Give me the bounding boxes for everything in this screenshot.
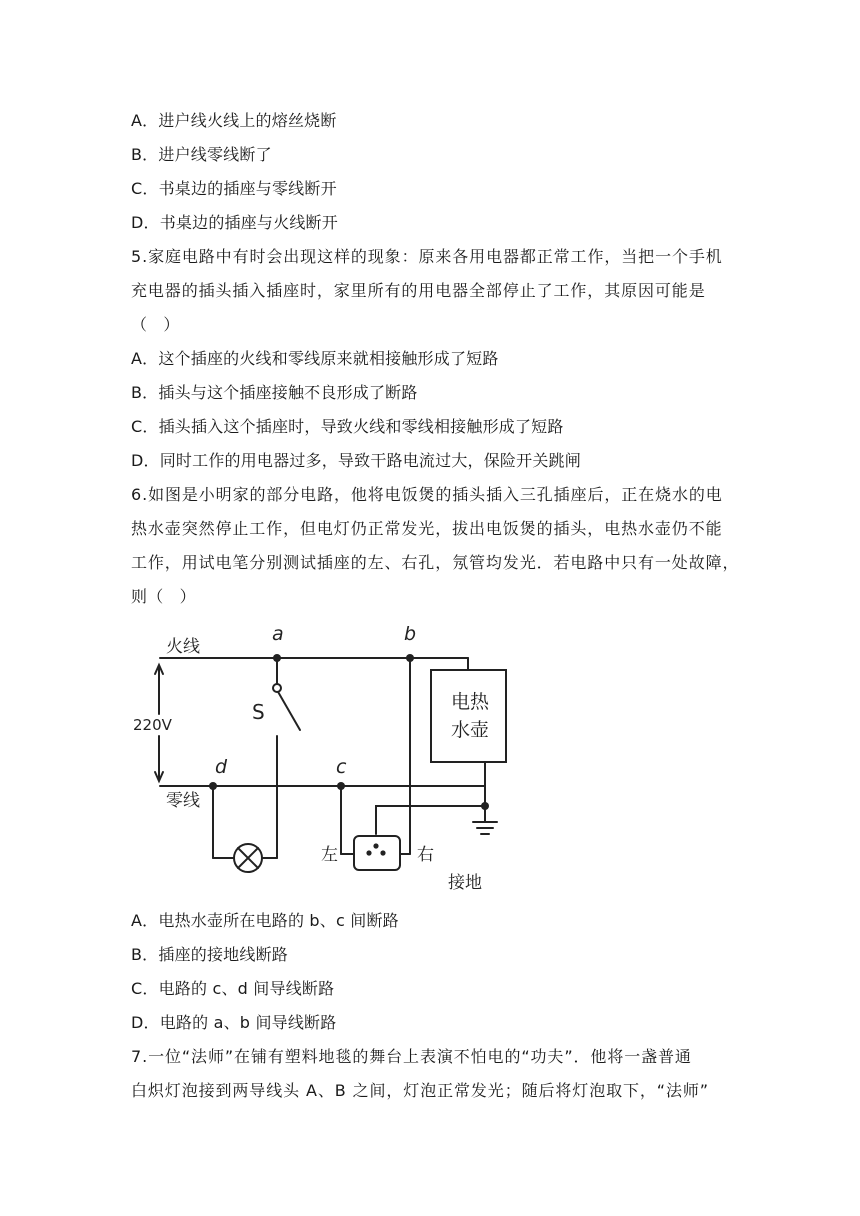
q6-stem-line-1: 6.如图是小明家的部分电路，他将电饭煲的插头插入三孔插座后，正在烧水的电 (131, 485, 723, 504)
node-c-dot (337, 782, 345, 790)
q6-stem-line-2: 热水壶突然停止工作，但电灯仍正常发光，拔出电饭煲的插头，电热水壶仍不能 (131, 519, 723, 538)
q7-stem-line-1: 7.一位“法师”在铺有塑料地毯的舞台上表演不怕电的“功夫”．他将一盏普通 (131, 1047, 692, 1066)
q6-option-b: B．插座的接地线断路 (131, 945, 288, 964)
node-b-label: b (404, 623, 417, 645)
q4-option-d: D．书桌边的插座与火线断开 (131, 213, 338, 232)
q6-stem-line-3: 工作，用试电笔分别测试插座的左、右孔，氖管均发光．若电路中只有一处故障， (131, 553, 740, 572)
voltage-label: 220V (133, 716, 172, 734)
q5-stem-line-2: 充电器的插头插入插座时，家里所有的用电器全部停止了工作，其原因可能是 (131, 281, 706, 300)
q5-option-a: A．这个插座的火线和零线原来就相接触形成了短路 (131, 349, 499, 368)
node-a-dot (273, 654, 281, 662)
q6-option-d: D．电路的 a、b 间导线断路 (131, 1013, 337, 1032)
q5-option-c: C．插头插入这个插座时，导致火线和零线相接触形成了短路 (131, 417, 564, 436)
circuit-diagram (128, 618, 528, 898)
switch-blade (277, 690, 300, 730)
q4-option-a: A．进户线火线上的熔丝烧断 (131, 111, 337, 130)
q5-option-d: D．同时工作的用电器过多，导致干路电流过大，保险开关跳闸 (131, 451, 581, 470)
kettle-label-line-1: 电热 (451, 691, 490, 713)
node-b-dot (406, 654, 414, 662)
node-d-dot (209, 782, 217, 790)
q4-option-c: C．书桌边的插座与零线断开 (131, 179, 337, 198)
switch-contact (273, 684, 281, 692)
ground-label: 接地 (448, 873, 482, 893)
kettle-box (431, 670, 506, 762)
neutral-wire-label: 零线 (166, 791, 200, 811)
ground-junction-dot (481, 802, 489, 810)
kettle-label-line-2: 水壶 (451, 719, 490, 741)
q6-stem-line-4: 则（ ） (131, 587, 196, 606)
q4-option-b: B．进户线零线断了 (131, 145, 272, 164)
switch-label: S (252, 700, 265, 724)
q5-stem-line-3: （ ） (131, 315, 180, 334)
node-a-label: a (272, 623, 284, 645)
q5-option-b: B．插头与这个插座接触不良形成了断路 (131, 383, 418, 402)
node-d-label: d (215, 756, 228, 778)
node-c-label: c (336, 756, 347, 778)
q5-stem-line-1: 5.家庭电路中有时会出现这样的现象：原来各用电器都正常工作，当把一个手机 (131, 247, 723, 266)
live-wire-label: 火线 (166, 637, 200, 657)
three-pin-socket (354, 836, 400, 870)
q6-option-a: A．电热水壶所在电路的 b、c 间断路 (131, 911, 399, 930)
q7-stem-line-2: 白炽灯泡接到两导线头 A、B 之间，灯泡正常发光；随后将灯泡取下，“法师” (131, 1081, 709, 1100)
socket-left-label: 左 (321, 845, 338, 865)
socket-right-label: 右 (417, 845, 434, 865)
q6-option-c: C．电路的 c、d 间导线断路 (131, 979, 335, 998)
